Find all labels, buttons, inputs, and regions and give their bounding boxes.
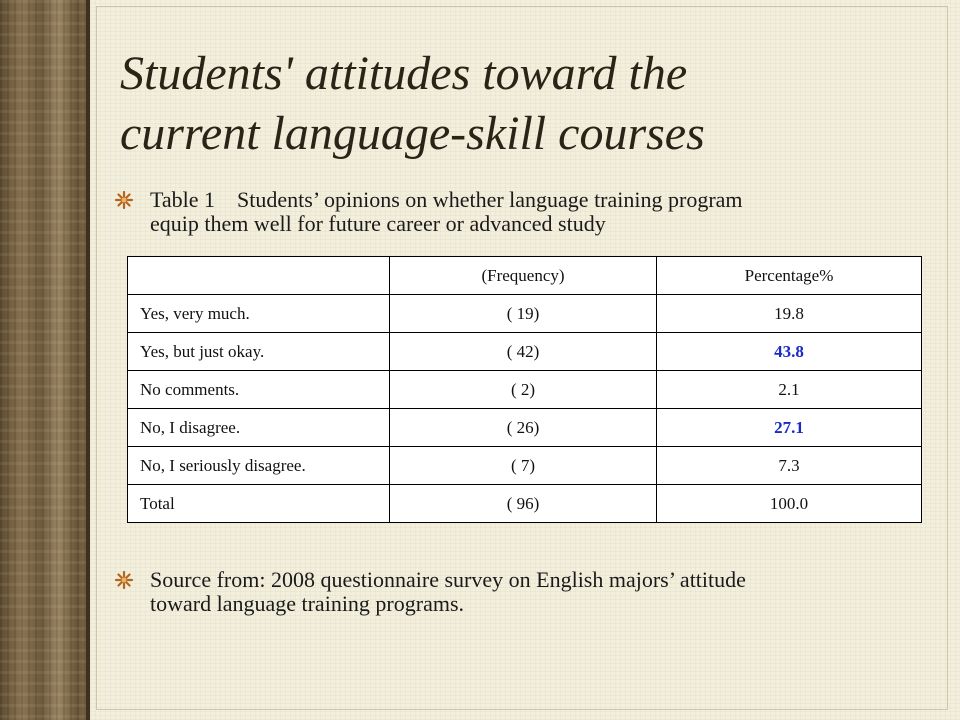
table-header-cell xyxy=(128,257,390,295)
slide-title-line-1: Students' attitudes toward the xyxy=(120,47,688,100)
table-row xyxy=(128,333,922,371)
row-frequency: ( 19) xyxy=(390,295,657,333)
table-row xyxy=(128,409,922,447)
row-percentage: 19.8 xyxy=(657,295,922,333)
table-header-cell: (Frequency) xyxy=(390,257,657,295)
row-label: No, I disagree. xyxy=(128,409,390,447)
table-row xyxy=(128,447,922,485)
table-header-row xyxy=(128,257,922,295)
table-header-cell: Percentage% xyxy=(657,257,922,295)
bullet-source-note xyxy=(150,568,930,616)
row-percentage-highlight: 43.8 xyxy=(657,333,922,371)
row-frequency: ( 42) xyxy=(390,333,657,371)
slide-title-line-2: current language-skill courses xyxy=(120,107,705,160)
bullet-2-line-2: toward language training programs. xyxy=(150,591,465,616)
wood-sidebar xyxy=(0,0,90,720)
row-label: No comments. xyxy=(128,371,390,409)
bullet-table-caption xyxy=(150,188,930,236)
row-frequency: ( 96) xyxy=(390,485,657,523)
row-label: Total xyxy=(128,485,390,523)
row-percentage: 7.3 xyxy=(657,447,922,485)
row-frequency: ( 2) xyxy=(390,371,657,409)
row-label: No, I seriously disagree. xyxy=(128,447,390,485)
table-row xyxy=(128,295,922,333)
opinion-table xyxy=(127,256,922,523)
row-frequency: ( 26) xyxy=(390,409,657,447)
starburst-bullet-icon xyxy=(114,570,134,590)
bullet-1-line-2: equip them well for future career or advanced study xyxy=(150,211,606,236)
bullet-1-line-1: Table 1 Students’ opinions on whether language training program xyxy=(150,187,743,212)
row-frequency: ( 7) xyxy=(390,447,657,485)
row-percentage: 2.1 xyxy=(657,371,922,409)
row-percentage-highlight: 27.1 xyxy=(657,409,922,447)
slide-title xyxy=(120,44,920,164)
table-row xyxy=(128,371,922,409)
starburst-bullet-icon xyxy=(114,190,134,210)
row-percentage: 100.0 xyxy=(657,485,922,523)
row-label: Yes, but just okay. xyxy=(128,333,390,371)
row-label: Yes, very much. xyxy=(128,295,390,333)
bullet-2-line-1: Source from: 2008 questionnaire survey on English majors’ attitude xyxy=(150,567,746,592)
table-row-total xyxy=(128,485,922,523)
